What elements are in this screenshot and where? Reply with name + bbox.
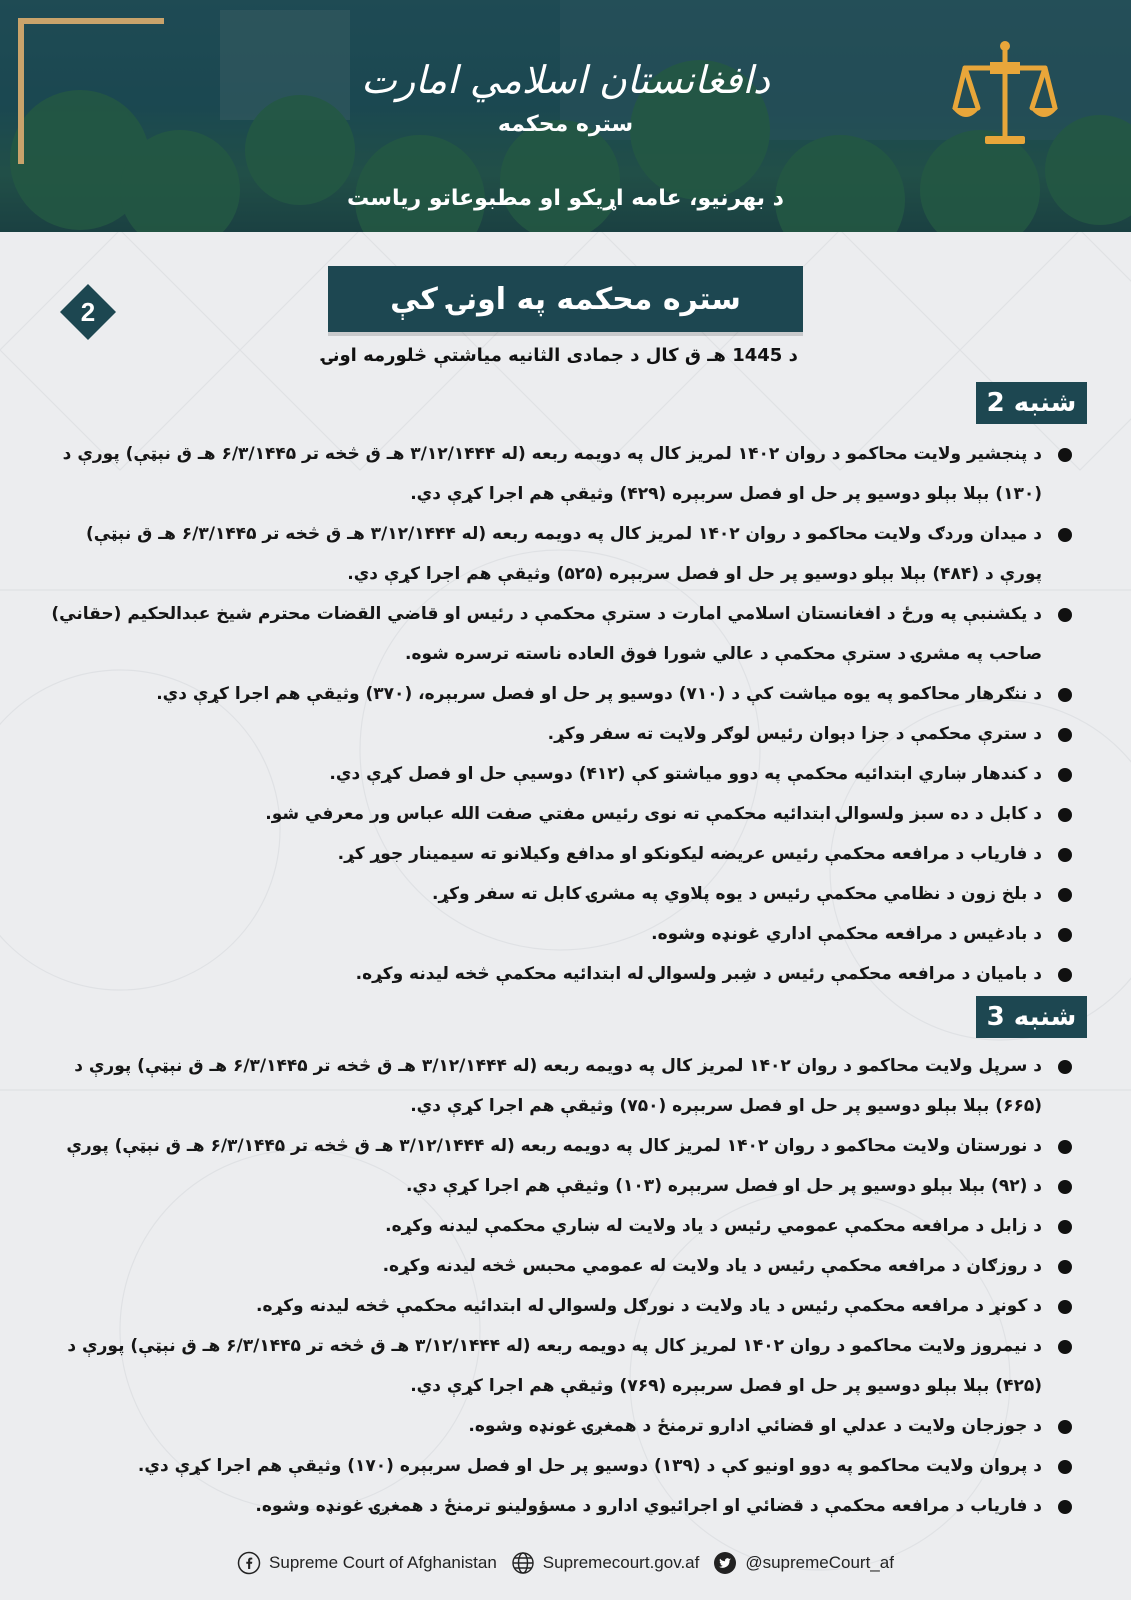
day-label-tuesday: 3 شنبه <box>976 996 1087 1038</box>
list-item <box>50 1326 1080 1406</box>
court-title: ستره محکمه <box>497 112 634 137</box>
bullet-icon <box>1058 1180 1072 1194</box>
twitter-label: @supremeCourt_af <box>745 1553 894 1572</box>
list-item-text: د کابل د ده سبز ولسوالۍ ابتدائیه محکمې ته نوی رئیس مفتي صفت الله عباس ور معرفي شو. <box>265 804 1042 824</box>
list-item <box>50 1206 1080 1246</box>
list-item <box>50 1046 1080 1126</box>
list-item-text: د سرپل ولایت محاکمو د روان ۱۴۰۲ لمریز کال په دویمه ربعه (له ۳/۱۲/۱۴۴۴ هـ ق څخه تر ۶/۳/۱۴۴۵ هـ ق نېټې) پورې د (۶۶۵) بېلا بېلو دوسیو پر حل او فصل سربېره (۷۵۰) وثیقې هم اجرا کړې دي. <box>74 1056 1042 1116</box>
bullet-icon <box>1058 1340 1072 1354</box>
day-2-news-list <box>50 1046 1080 1526</box>
list-item-text: د بامیان د مرافعه محکمې رئیس د شِبر ولسوالۍ له ابتدائیه محکمې څخه لیدنه وکړه. <box>355 964 1042 984</box>
list-item <box>50 514 1080 594</box>
list-item <box>50 914 1080 954</box>
globe-icon <box>511 1551 535 1575</box>
list-item <box>50 1166 1080 1206</box>
list-item <box>50 754 1080 794</box>
bullet-icon <box>1058 1420 1072 1434</box>
list-item-text: د زابل د مرافعه محکمې عمومي رئیس د یاد ولایت له ښاري محکمې لیدنه وکړه. <box>385 1216 1042 1236</box>
list-item-text: د سترې محکمې د جزا دېوان رئیس لوګر ولایت ته سفر وکړ. <box>547 724 1042 744</box>
bullet-icon <box>1058 728 1072 742</box>
list-item <box>50 794 1080 834</box>
footer-facebook[interactable] <box>237 1551 497 1575</box>
list-item <box>50 1406 1080 1446</box>
list-item <box>50 1446 1080 1486</box>
list-item <box>50 674 1080 714</box>
list-item <box>50 874 1080 914</box>
bullet-icon <box>1058 1460 1072 1474</box>
list-item <box>50 1126 1080 1166</box>
day-label-monday: 2 شنبه <box>976 382 1087 424</box>
footer-twitter[interactable] <box>713 1551 894 1575</box>
list-item-text: د پنجشیر ولایت محاکمو د روان ۱۴۰۲ لمریز کال په دویمه ربعه (له ۳/۱۲/۱۴۴۴ هـ ق څخه تر ۶/۳/۱۴۴۵ هـ ق نېټې) پورې د (۱۳۰) بېلا بېلو دوسیو پر حل او فصل سربېره (۴۲۹) وثیقې هم اجرا کړې دي. <box>62 444 1042 504</box>
footer-contact-bar <box>0 1545 1131 1581</box>
list-item-text: د کونړ د مرافعه محکمې رئیس د یاد ولایت د نورګل ولسوالۍ له ابتدائیه محکمې څخه لیدنه وکړه. <box>256 1296 1042 1316</box>
bullet-icon <box>1058 848 1072 862</box>
page-title: ستره محکمه په اونۍ کې <box>328 266 803 332</box>
day-1-news-list <box>50 434 1080 994</box>
badge-number: 2 <box>80 297 96 327</box>
twitter-icon <box>713 1551 737 1575</box>
bullet-icon <box>1058 1220 1072 1234</box>
list-item-text: د روزګان د مرافعه محکمې رئیس د یاد ولایت له عمومي محبس څخه لیدنه وکړه. <box>382 1256 1042 1276</box>
list-item <box>50 714 1080 754</box>
list-item <box>50 434 1080 514</box>
list-item-text: د میدان وردګ ولایت محاکمو د روان ۱۴۰۲ لمریز کال په دویمه ربعه (له ۳/۱۲/۱۴۴۴ هـ ق څخه تر ۶/۳/۱۴۴۵ هـ ق نېټې) پورې د (۴۸۴) بېلا بېلو دوسیو پر حل او فصل سربېره (۵۲۵) وثیقې هم اجرا کړې دي. <box>86 524 1042 584</box>
facebook-label: Supreme Court of Afghanistan <box>269 1553 497 1572</box>
facebook-icon <box>237 1551 261 1575</box>
bullet-icon <box>1058 1260 1072 1274</box>
footer-website[interactable] <box>511 1551 700 1575</box>
website-label: Supremecourt.gov.af <box>542 1553 700 1572</box>
emirate-title: دافغانستان اسلامي امارت <box>361 58 770 102</box>
list-item <box>50 594 1080 674</box>
list-item-text: د یکشنبې په ورځ د افغانستان اسلامي امارت د سترې محکمې د رئیس او قاضي القضات محترم شیخ عبدالحکیم (حقاني) صاحب په مشرۍ د سترې محکمې د عالي شورا فوق العاده ناسته ترسره شوه. <box>51 604 1042 664</box>
list-item-text: د کندهار ښاري ابتدائیه محکمې په دوو میاشتو کې (۴۱۲) دوسیې حل او فصل کړې دي. <box>329 764 1042 784</box>
list-item-text: د فاریاب د مرافعه محکمې د قضائي او اجرائیوي ادارو د مسؤولینو ترمنځ د همغږۍ غونډه وشوه. <box>255 1496 1042 1516</box>
bullet-icon <box>1058 1300 1072 1314</box>
list-item-text: د (۹۲) بېلا بېلو دوسیو پر حل او فصل سربېره (۱۰۳) وثیقې هم اجرا کړې دي. <box>405 1176 1042 1196</box>
list-item <box>50 1246 1080 1286</box>
header-banner <box>0 0 1131 232</box>
bullet-icon <box>1058 1060 1072 1074</box>
list-item-text: د ننګرهار محاکمو په یوه میاشت کې د (۷۱۰) دوسیو پر حل او فصل سربېره، (۳۷۰) وثیقې هم اجرا کړې دي. <box>156 684 1042 704</box>
scales-of-justice-logo-icon <box>950 38 1060 153</box>
directorate-title: د بهرنیو، عامه اړیکو او مطبوعاتو ریاست <box>347 186 784 211</box>
week-subtitle: د 1445 هـ ق کال د جمادی الثانیه میاشتې څلورمه اونۍ <box>322 345 798 366</box>
list-item <box>50 954 1080 994</box>
list-item-text: د بادغیس د مرافعه محکمې اداري غونډه وشوه. <box>651 924 1042 944</box>
bullet-icon <box>1058 768 1072 782</box>
bullet-icon <box>1058 688 1072 702</box>
page-number-badge <box>58 282 118 342</box>
bullet-icon <box>1058 968 1072 982</box>
bullet-icon <box>1058 448 1072 462</box>
list-item <box>50 834 1080 874</box>
bullet-icon <box>1058 808 1072 822</box>
bullet-icon <box>1058 928 1072 942</box>
list-item-text: د فاریاب د مرافعه محکمې رئیس عریضه لیکونکو او مدافع وکیلانو ته سیمینار جوړ کړ. <box>337 844 1042 864</box>
bullet-icon <box>1058 1500 1072 1514</box>
list-item <box>50 1486 1080 1526</box>
bullet-icon <box>1058 1140 1072 1154</box>
list-item <box>50 1286 1080 1326</box>
list-item-text: د نورستان ولایت محاکمو د روان ۱۴۰۲ لمریز کال په دویمه ربعه (له ۳/۱۲/۱۴۴۴ هـ ق څخه تر ۶/۳/۱۴۴۵ هـ ق نېټې) پورې <box>66 1136 1042 1156</box>
list-item-text: د پروان ولایت محاکمو په دوو اونیو کې د (۱۳۹) دوسیو پر حل او فصل سربېره (۱۷۰) وثیقې هم اجرا کړې دي. <box>137 1456 1042 1476</box>
bullet-icon <box>1058 528 1072 542</box>
list-item-text: د نیمروز ولایت محاکمو د روان ۱۴۰۲ لمریز کال په دویمه ربعه (له ۳/۱۲/۱۴۴۴ هـ ق څخه تر ۶/۳/۱۴۴۵ هـ ق نېټې) پورې د (۴۲۵) بېلا بېلو دوسیو پر حل او فصل سربېره (۷۶۹) وثیقې هم اجرا کړې دي. <box>67 1336 1042 1396</box>
list-item-text: د جوزجان ولایت د عدلي او قضائي ادارو ترمنځ د همغږۍ غونډه وشوه. <box>468 1416 1042 1436</box>
bullet-icon <box>1058 888 1072 902</box>
bullet-icon <box>1058 608 1072 622</box>
list-item-text: د بلخ زون د نظامي محکمې رئیس د یوه پلاوي په مشرۍ کابل ته سفر وکړ. <box>432 884 1042 904</box>
